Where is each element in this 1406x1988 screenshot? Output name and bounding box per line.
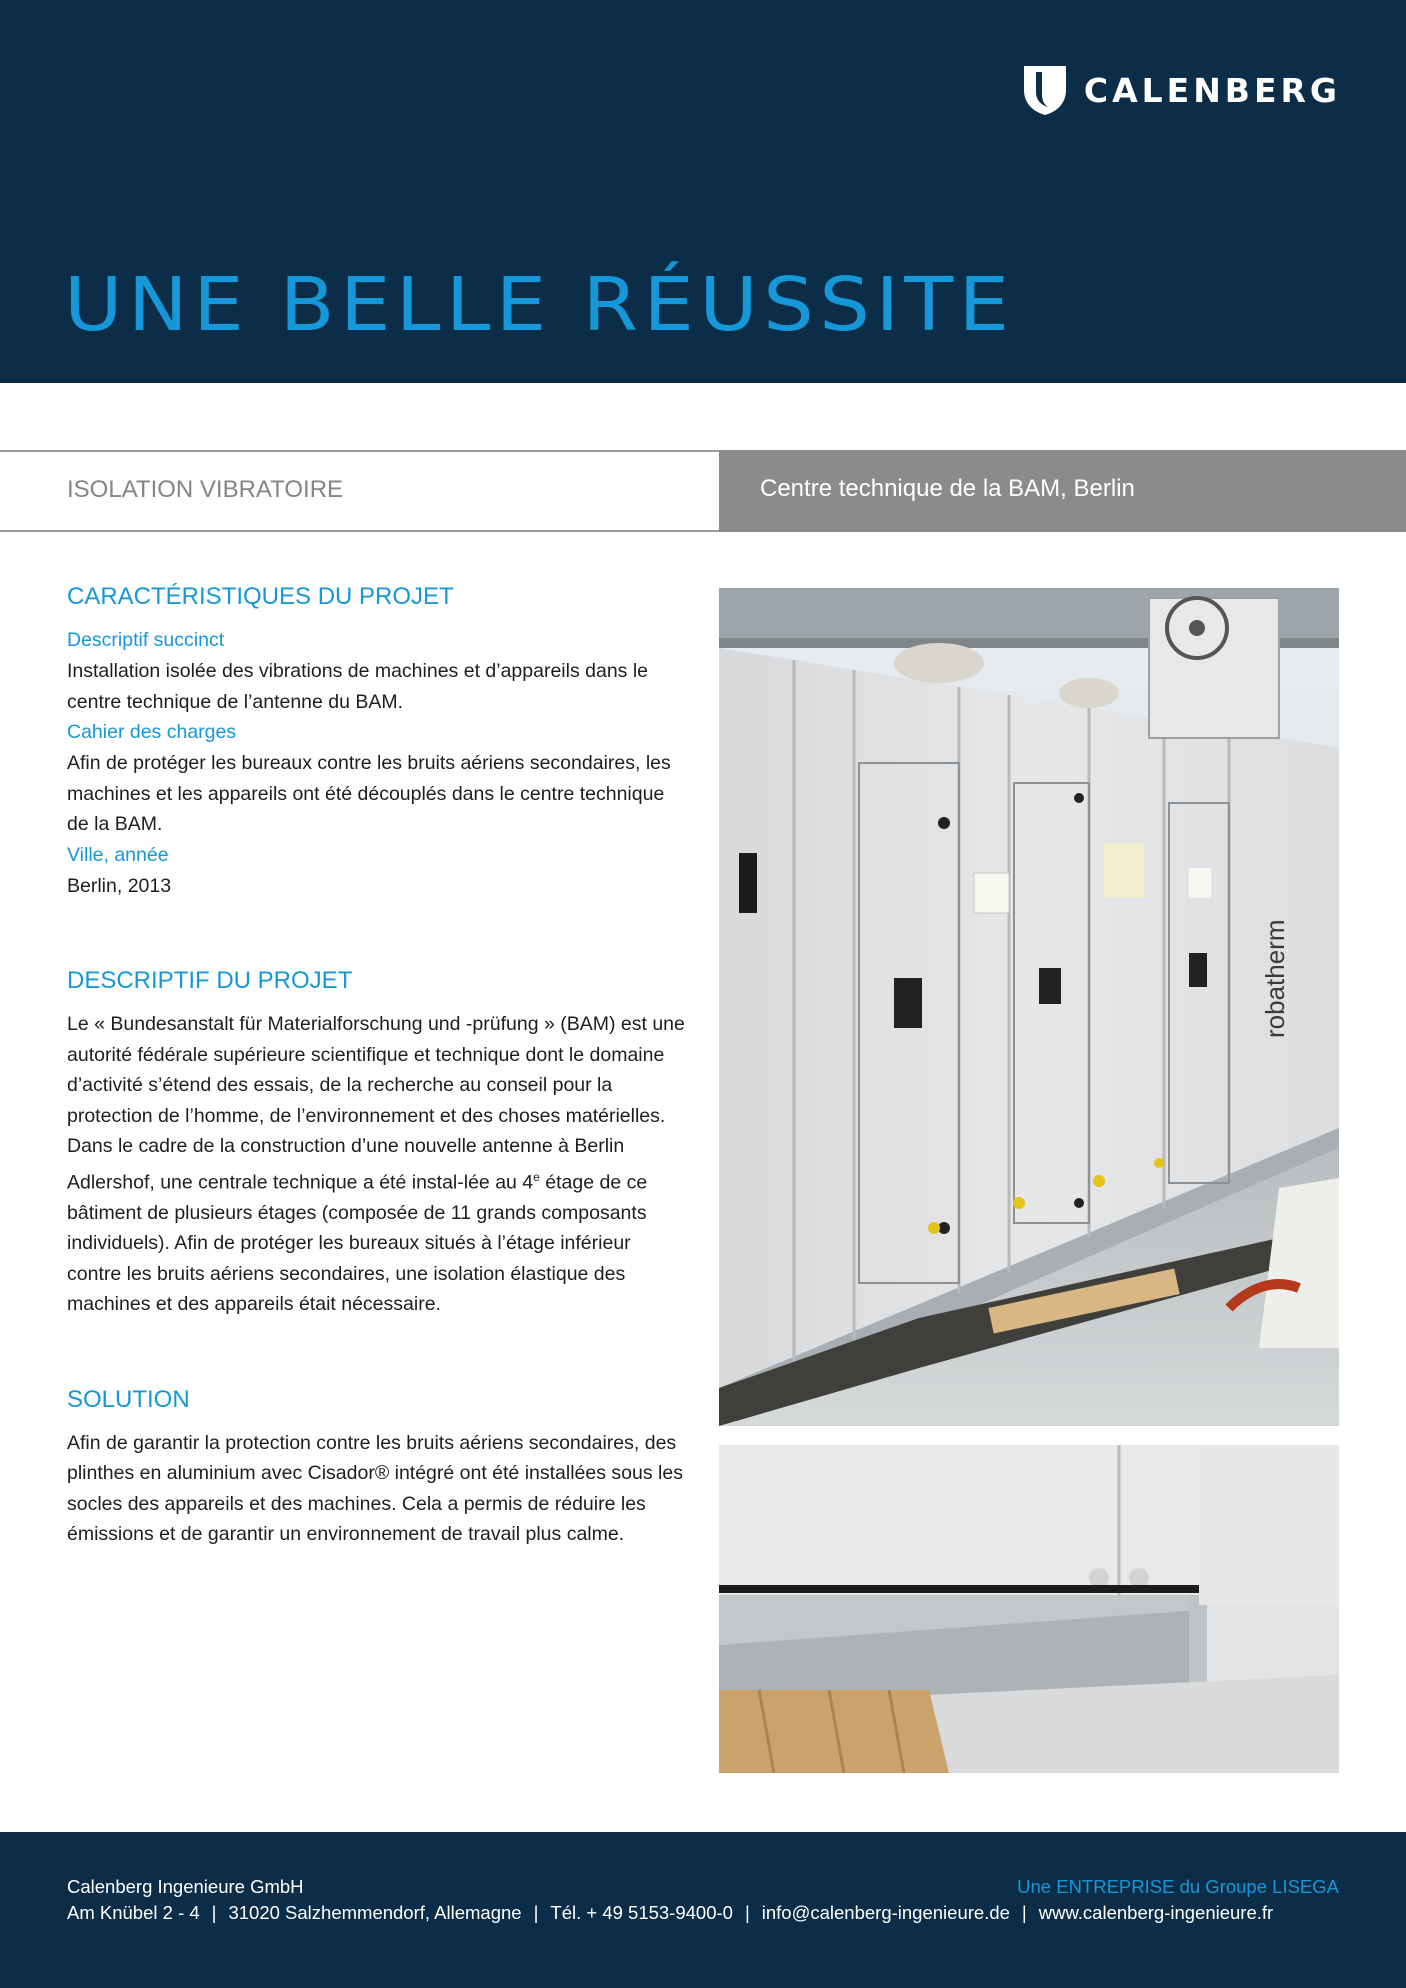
footer-city: 31020 Salzhemmendorf, Allemagne bbox=[228, 1902, 522, 1923]
location-label-box bbox=[719, 450, 1406, 532]
logo-wordmark: CALENBERG bbox=[1083, 70, 1341, 110]
footer-email-link[interactable]: info@calenberg-ingenieure.de bbox=[761, 1902, 1010, 1923]
ordinal-superscript: e bbox=[533, 1169, 540, 1184]
plinth-detail-photo bbox=[719, 1445, 1339, 1773]
description-text-part-2: étage de ce bâtiment de plusieurs étages (composée de 11 grands composants individuels). Afin de protéger les bureaux situés à l’étage inférieur contre les bruits aériens secondaires, une isolation élastique des machines et des appareils était nécessaire. bbox=[67, 1171, 648, 1315]
solution-text: Afin de garantir la protection contre les bruits aériens secondaires, des plinthes en aluminium avec Cisador® intégré ont été installées sous les socles des appareils et des machines. Cela a permis de réduire les émissions et de garantir un environnement de travail plus calme. bbox=[67, 1431, 683, 1545]
company-logo bbox=[1020, 64, 1341, 116]
solution-heading: SOLUTION bbox=[67, 1385, 190, 1413]
description-heading: DESCRIPTIF DU PROJET bbox=[67, 967, 353, 994]
footer-phone: Tél. + 49 5153-9400-0 bbox=[550, 1902, 733, 1923]
text-column bbox=[67, 583, 687, 1550]
shield-logo-icon bbox=[1020, 64, 1070, 116]
page-header bbox=[0, 0, 1406, 383]
description-text bbox=[67, 1009, 687, 1320]
page-title: UNE BELLE RÉUSSITE bbox=[64, 262, 1015, 348]
footer-contact-line bbox=[67, 1902, 1273, 1924]
category-label: ISOLATION VIBRATOIRE bbox=[67, 476, 344, 503]
description-text-part-1: Le « Bundesanstalt für Materialforschung und -prüfung » (BAM) est une autorité fédérale supérieure scientifique et technique dont le domaine d’activité s’étend des essais, de la recherche au conseil pour la protection de l’homme, de l’environnement et des choses matérielles. Dans le cadre de la construction d’une nouvelle antenne à Berlin Adlershof, une centrale technique a été instal-lée au 4 bbox=[67, 1013, 685, 1193]
robatherm-label: robatherm bbox=[1260, 919, 1290, 1038]
category-band bbox=[0, 450, 1406, 531]
location-label: Centre technique de la BAM, Berlin bbox=[760, 475, 1135, 502]
summary-text: Installation isolée des vibrations de machines et d’appareils dans le centre technique de l’antenne du BAM. bbox=[67, 660, 649, 713]
footer-separator: | bbox=[744, 1902, 750, 1923]
category-label-box bbox=[0, 450, 719, 532]
machine-room-photo bbox=[719, 588, 1339, 1426]
page-footer bbox=[0, 1832, 1406, 1988]
footer-separator: | bbox=[1021, 1902, 1027, 1923]
characteristics-heading: CARACTÉRISTIQUES DU PROJET bbox=[67, 583, 454, 610]
footer-separator: | bbox=[533, 1902, 539, 1923]
city-year-label: Ville, année bbox=[67, 843, 169, 866]
city-year-text: Berlin, 2013 bbox=[67, 874, 172, 897]
footer-company: Calenberg Ingenieure GmbH bbox=[67, 1876, 304, 1897]
footer-address: Am Knübel 2 - 4 bbox=[67, 1902, 200, 1923]
footer-group: Une ENTREPRISE du Groupe LISEGA bbox=[1017, 1876, 1339, 1897]
footer-separator: | bbox=[211, 1902, 217, 1923]
footer-website-link[interactable]: www.calenberg-ingenieure.fr bbox=[1038, 1902, 1274, 1923]
requirements-label: Cahier des charges bbox=[67, 721, 237, 743]
requirements-text: Afin de protéger les bureaux contre les bruits aériens secondaires, les machines et les appareils ont été découplés dans le centre technique de la BAM. bbox=[67, 752, 671, 835]
summary-label: Descriptif succinct bbox=[67, 629, 225, 651]
